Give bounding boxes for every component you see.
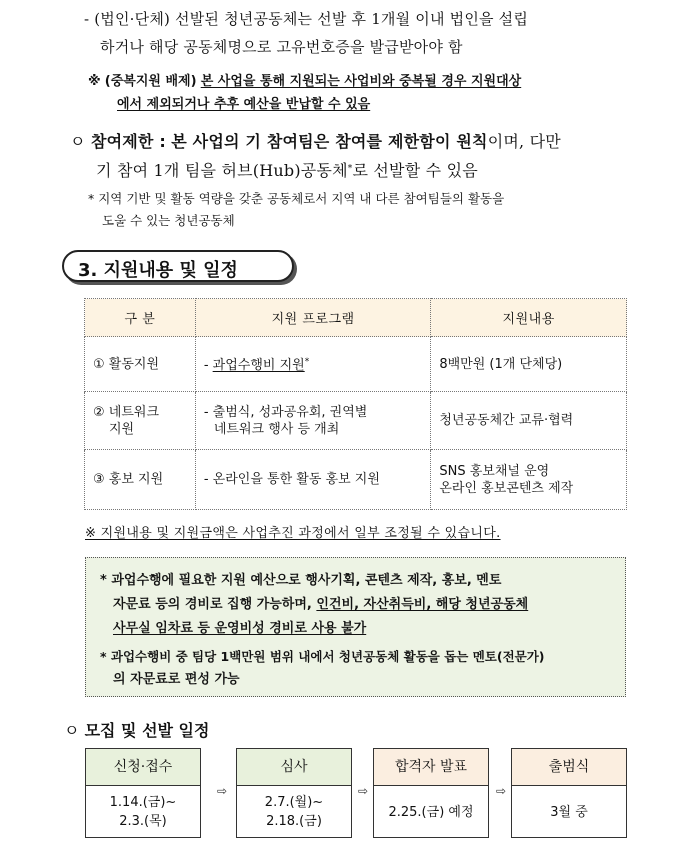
budget-note-box	[85, 557, 626, 697]
row-program: - 출범식, 성과공유회, 권역별 네트워크 행사 등 개최	[195, 392, 431, 450]
arrow-right-icon: ⇨	[358, 784, 369, 798]
schedule-step-apply	[85, 748, 201, 838]
row-category: ② 네트워크 지원	[85, 392, 196, 450]
table-header: 구 분	[85, 299, 196, 337]
participation-rest: 이며, 다만	[487, 132, 561, 151]
step-title: 심사	[237, 749, 351, 786]
participation-bold: 본 사업의 기 참여팀은 참여를 제한함이 원칙	[171, 132, 488, 151]
step-title: 출범식	[512, 749, 626, 786]
section-title: 3. 지원내용 및 일정	[78, 260, 238, 281]
schedule-step-review	[236, 748, 352, 838]
row-content: 청년공동체간 교류·협력	[431, 392, 627, 450]
reference-mark: ※	[88, 74, 101, 89]
note-item-2-line-2: 의 자문료로 편성 가능	[113, 672, 240, 687]
row-program: - 과업수행비 지원*	[195, 337, 431, 392]
intro-line-1: - (법인·단체) 선발된 청년공동체는 선발 후 1개월 이내 법인을 설립	[84, 10, 529, 28]
table-row	[85, 450, 627, 510]
table-note: ※ 지원내용 및 지원금액은 사업추진 과정에서 일부 조정될 수 있습니다.	[85, 526, 501, 541]
step-title: 신청·접수	[86, 749, 200, 786]
note-item-2-line-1: * 과업수행비 중 팀당 1백만원 범위 내에서 청년공동체 활동을 돕는 멘토(전문가)	[100, 649, 545, 664]
bullet-circle: ㅇ	[64, 721, 80, 740]
hub-footnote-2: 도울 수 있는 청년공동체	[102, 213, 235, 228]
arrow-right-icon: ⇨	[217, 784, 228, 798]
note-item-1-line-1: * 과업수행에 필요한 지원 예산으로 행사기획, 콘텐츠 제작, 홍보, 멘토	[100, 573, 502, 588]
step-dates: 1.14.(금)~ 2.3.(목)	[109, 795, 177, 829]
row-content: 8백만원 (1개 단체당)	[431, 337, 627, 392]
step-dates: 2.7.(월)~ 2.18.(금)	[264, 795, 324, 829]
recruit-title: 모집 및 선발 일정	[84, 721, 210, 740]
step-dates: 3월 중	[550, 804, 588, 820]
warning-text-1: 본 사업을 통해 지원되는 사업비와 중복될 경우 지원대상	[200, 74, 522, 89]
row-category: ① 활동지원	[85, 337, 196, 392]
schedule-step-launch	[511, 748, 627, 838]
table-row	[85, 337, 627, 392]
participation-line-1	[70, 131, 561, 153]
participation-label: 참여제한 :	[90, 132, 166, 151]
warning-prefix: (중복지원 배제)	[104, 74, 197, 89]
row-category: ③ 홍보 지원	[85, 450, 196, 510]
row-program: - 온라인을 통한 활동 홍보 지원	[195, 450, 431, 510]
schedule-step-announce	[373, 748, 489, 838]
arrow-right-icon: ⇨	[496, 784, 507, 798]
intro-line-2: 하거나 해당 공동체명으로 고유번호증을 발급받아야 함	[100, 38, 463, 56]
participation-line-2: 기 참여 1개 팀을 허브(Hub)공동체*로 선발할 수 있음	[96, 161, 478, 180]
note-item-1-line-2: 자문료 등의 경비로 집행 가능하며, 인건비, 자산취득비, 해당 청년공동체	[113, 597, 529, 612]
step-title: 합격자 발표	[374, 749, 488, 786]
row-content: SNS 홍보채널 운영 온라인 홍보콘텐츠 제작	[431, 450, 627, 510]
table-header: 지원 프로그램	[195, 299, 431, 337]
section-heading	[62, 250, 294, 282]
support-table	[84, 298, 627, 510]
note-item-1-line-3: 사무실 임차료 등 운영비성 경비로 사용 불가	[113, 621, 367, 636]
warning-text-2: 에서 제외되거나 추후 예산을 반납할 수 있음	[117, 97, 371, 112]
exclusion-warning	[88, 72, 521, 92]
recruit-heading	[64, 718, 209, 741]
bullet-circle: ㅇ	[70, 132, 86, 151]
table-row	[85, 392, 627, 450]
hub-footnote-1: * 지역 기반 및 활동 역량을 갖춘 공동체로서 지역 내 다른 참여팀들의 활동을	[88, 191, 505, 206]
step-dates: 2.25.(금) 예정	[388, 804, 474, 820]
table-header: 지원내용	[431, 299, 627, 337]
